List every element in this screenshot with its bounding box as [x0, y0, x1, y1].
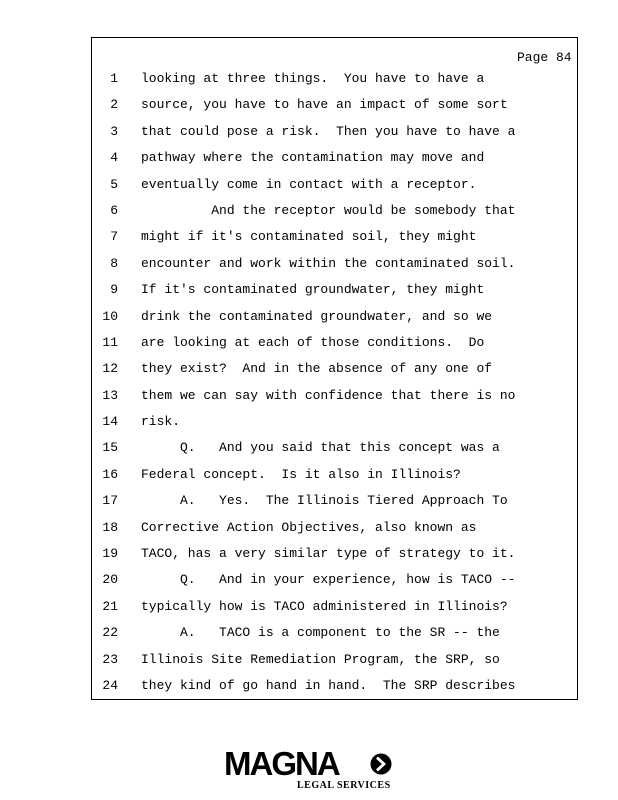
line-number: 2	[110, 97, 118, 113]
line-text: And the receptor would be somebody that	[141, 202, 516, 218]
transcript-line	[0, 330, 618, 356]
page-number: Page 84	[517, 50, 572, 65]
transcript-line	[0, 409, 618, 435]
transcript-line	[0, 224, 618, 250]
line-number: 4	[110, 150, 118, 166]
line-number: 18	[102, 519, 118, 535]
line-number: 10	[102, 308, 118, 324]
line-text: they exist? And in the absence of any one of	[141, 361, 493, 377]
line-text: that could pose a risk. Then you have to have a	[141, 123, 516, 139]
line-number: 24	[102, 677, 118, 693]
line-text: them we can say with confidence that there is no	[141, 387, 516, 403]
line-text: might if it's contaminated soil, they might	[141, 229, 477, 245]
transcript-line	[0, 515, 618, 541]
transcript-line	[0, 356, 618, 382]
line-number: 17	[102, 493, 118, 509]
transcript-line	[0, 92, 618, 118]
line-number: 12	[102, 361, 118, 377]
line-text: TACO, has a very similar type of strategy to it.	[141, 546, 516, 562]
line-text: eventually come in contact with a receptor.	[141, 176, 477, 192]
transcript-line	[0, 541, 618, 567]
line-number: 7	[110, 229, 118, 245]
transcript-line	[0, 251, 618, 277]
line-text: A. TACO is a component to the SR -- the	[141, 625, 500, 641]
transcript-line	[0, 383, 618, 409]
logo-wordmark: MAGNA	[224, 745, 339, 782]
line-number: 23	[102, 651, 118, 667]
transcript-line	[0, 620, 618, 646]
line-text: Q. And in your experience, how is TACO --	[141, 572, 516, 588]
transcript-line	[0, 435, 618, 461]
transcript-line	[0, 66, 618, 92]
transcript-line	[0, 594, 618, 620]
transcript-line	[0, 488, 618, 514]
line-text: risk.	[141, 414, 181, 430]
line-number: 19	[102, 546, 118, 562]
line-text: typically how is TACO administered in Illinois?	[141, 598, 508, 614]
line-number: 13	[102, 387, 118, 403]
chevron-right-circle-icon	[370, 753, 392, 775]
magna-logo	[224, 746, 394, 794]
transcript-line	[0, 647, 618, 673]
line-text: drink the contaminated groundwater, and so we	[141, 308, 493, 324]
line-number: 8	[110, 255, 118, 271]
line-text: source, you have to have an impact of some sort	[141, 97, 508, 113]
line-number: 3	[110, 123, 118, 139]
transcript-line	[0, 462, 618, 488]
line-text: encounter and work within the contaminated soil.	[141, 255, 516, 271]
line-number: 22	[102, 625, 118, 641]
line-text: Q. And you said that this concept was a	[141, 440, 500, 456]
line-number: 6	[110, 202, 118, 218]
line-text: are looking at each of those conditions. Do	[141, 334, 485, 350]
line-text: Federal concept. Is it also in Illinois?	[141, 466, 461, 482]
line-text: pathway where the contamination may move and	[141, 150, 485, 166]
transcript-lines	[0, 66, 618, 699]
transcript-line	[0, 198, 618, 224]
line-number: 1	[110, 71, 118, 86]
transcript-line	[0, 304, 618, 330]
transcript-line	[0, 673, 618, 699]
transcript-line	[0, 119, 618, 145]
line-text: they kind of go hand in hand. The SRP describes	[141, 677, 516, 693]
line-number: 11	[102, 334, 118, 350]
line-number: 16	[102, 466, 118, 482]
transcript-line	[0, 145, 618, 171]
line-text: Illinois Site Remediation Program, the SRP, so	[141, 651, 500, 667]
line-number: 15	[102, 440, 118, 456]
line-text: looking at three things. You have to have a	[141, 71, 485, 86]
transcript-line	[0, 567, 618, 593]
line-number: 14	[102, 414, 118, 430]
line-number: 9	[110, 282, 118, 298]
logo-tagline: LEGAL SERVICES	[297, 780, 391, 791]
transcript-line	[0, 172, 618, 198]
line-number: 5	[110, 176, 118, 192]
transcript-line	[0, 277, 618, 303]
line-number: 21	[102, 598, 118, 614]
line-text: Corrective Action Objectives, also known as	[141, 519, 477, 535]
line-text: If it's contaminated groundwater, they might	[141, 282, 485, 298]
line-number: 20	[102, 572, 118, 588]
line-text: A. Yes. The Illinois Tiered Approach To	[141, 493, 508, 509]
